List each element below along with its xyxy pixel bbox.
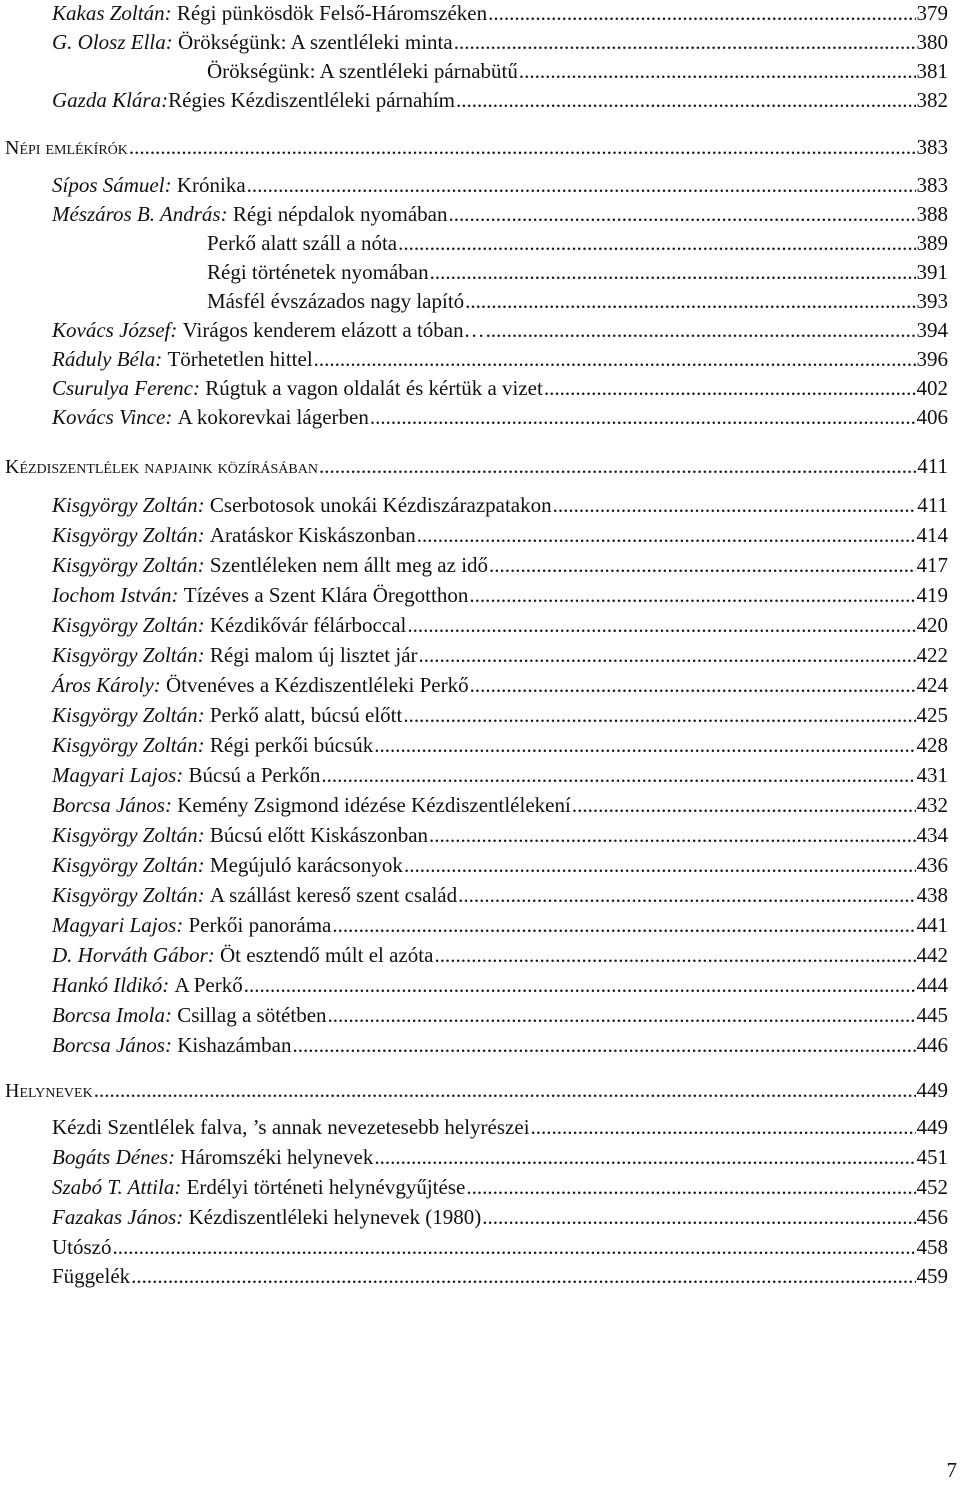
toc-title: Búcsú előtt Kiskászonban bbox=[209, 823, 429, 847]
toc-leader bbox=[486, 317, 916, 343]
toc-title: Búcsú a Perkőn bbox=[188, 763, 321, 787]
toc-author: Kisgyörgy Zoltán: bbox=[52, 823, 205, 847]
toc-page: 388 bbox=[916, 202, 948, 226]
toc-author: Kisgyörgy Zoltán: bbox=[52, 493, 205, 517]
toc-entry bbox=[52, 1234, 948, 1260]
toc-leader bbox=[429, 822, 915, 848]
toc-entry bbox=[52, 762, 948, 788]
toc-author: Kovács Vince: bbox=[52, 405, 173, 429]
toc-author: Kisgyörgy Zoltán: bbox=[52, 613, 205, 637]
toc-entry bbox=[207, 288, 948, 314]
toc-title: Erdélyi történeti helynévgyűjtése bbox=[186, 1175, 466, 1199]
toc-page: 389 bbox=[916, 231, 948, 255]
toc-author: Ráduly Béla: bbox=[52, 347, 163, 371]
toc-title: Tízéves a Szent Klára Öregotthon bbox=[183, 583, 469, 607]
toc-entry bbox=[52, 317, 948, 343]
toc-author: Magyari Lajos: bbox=[52, 763, 184, 787]
toc-leader bbox=[469, 582, 915, 608]
toc-entry bbox=[52, 972, 948, 998]
toc-page: 422 bbox=[916, 643, 948, 667]
toc-entry bbox=[52, 346, 948, 372]
toc-title: Másfél évszázados nagy lapító bbox=[207, 289, 465, 313]
toc-title: Rúgtuk a vagon oldalát és kértük a vizet bbox=[205, 376, 543, 400]
toc-entry bbox=[52, 852, 948, 878]
toc-entry bbox=[52, 172, 948, 198]
toc-author: Csurulya Ferenc: bbox=[52, 376, 200, 400]
toc-entry bbox=[52, 792, 948, 818]
toc-leader bbox=[448, 201, 915, 227]
toc-leader bbox=[465, 288, 915, 314]
toc-page: 441 bbox=[916, 913, 948, 937]
toc-page: 383 bbox=[916, 173, 948, 197]
toc-entry bbox=[52, 672, 948, 698]
toc-page: 451 bbox=[916, 1145, 948, 1169]
toc-leader bbox=[470, 672, 916, 698]
section-title: Kézdiszentlélek napjaink közírásában bbox=[5, 456, 318, 478]
toc-author: Kisgyörgy Zoltán: bbox=[52, 553, 205, 577]
toc-leader bbox=[482, 1204, 915, 1230]
toc-entry bbox=[52, 1174, 948, 1200]
toc-author: Kakas Zoltán: bbox=[52, 1, 172, 25]
toc-page: 382 bbox=[916, 88, 948, 112]
toc-title: Kézdikővár félárboccal bbox=[209, 613, 407, 637]
toc-entry bbox=[52, 642, 948, 668]
toc-leader bbox=[328, 1002, 916, 1028]
toc-page: 402 bbox=[916, 376, 948, 400]
toc-title: Örökségünk: A szentléleki minta bbox=[178, 30, 453, 54]
toc-entry bbox=[52, 612, 948, 638]
toc-title: Régi történetek nyomában bbox=[207, 260, 429, 284]
toc-page: 458 bbox=[916, 1235, 948, 1259]
toc-title: Csillag a sötétben bbox=[177, 1003, 327, 1027]
toc-leader bbox=[454, 29, 916, 55]
toc-title: Törhetetlen hittel bbox=[167, 347, 313, 371]
toc-title: A szállást kereső szent család bbox=[209, 883, 458, 907]
toc-leader bbox=[94, 1077, 916, 1103]
toc-leader bbox=[419, 642, 916, 668]
toc-leader bbox=[430, 259, 916, 285]
toc-page: 391 bbox=[916, 260, 948, 284]
toc-leader bbox=[519, 58, 916, 84]
section-title: Népi emlékírók bbox=[5, 137, 128, 159]
toc-page: 436 bbox=[916, 853, 948, 877]
toc-page: 452 bbox=[916, 1175, 948, 1199]
toc-leader bbox=[553, 492, 917, 518]
toc-title: Régi malom új lisztet jár bbox=[209, 643, 418, 667]
toc-entry bbox=[52, 87, 948, 113]
toc-title: Aratáskor Kiskászonban bbox=[209, 523, 416, 547]
toc-section bbox=[5, 453, 948, 479]
toc-author: Fazakas János: bbox=[52, 1205, 184, 1229]
toc-page: 396 bbox=[916, 347, 948, 371]
toc-entry bbox=[52, 492, 948, 518]
toc-page: 414 bbox=[916, 523, 948, 547]
toc-author: Sípos Sámuel: bbox=[52, 173, 172, 197]
toc-leader bbox=[434, 942, 915, 968]
toc-title: Perkői panoráma bbox=[188, 913, 332, 937]
toc-entry bbox=[52, 522, 948, 548]
toc-leader bbox=[247, 172, 916, 198]
toc-leader bbox=[489, 552, 915, 578]
toc-entry bbox=[52, 1263, 948, 1289]
toc-section bbox=[5, 134, 948, 160]
toc-entry bbox=[52, 201, 948, 227]
toc-title: Krónika bbox=[176, 173, 246, 197]
toc-page: 419 bbox=[916, 583, 948, 607]
toc-entry bbox=[52, 0, 948, 26]
toc-title: Régi pünkösdök Felső-Háromszéken bbox=[176, 1, 488, 25]
toc-leader bbox=[374, 732, 915, 758]
toc-leader bbox=[531, 1114, 916, 1140]
toc-entry bbox=[52, 582, 948, 608]
toc-title: Kézdiszentléleki helynevek (1980) bbox=[188, 1205, 482, 1229]
toc-author: Szabó T. Attila: bbox=[52, 1175, 182, 1199]
toc-page: 383 bbox=[916, 135, 948, 159]
toc-entry bbox=[52, 882, 948, 908]
toc-author: Borcsa Imola: bbox=[52, 1003, 172, 1027]
toc-entry bbox=[52, 912, 948, 938]
toc-title: Perkő alatt, búcsú előtt bbox=[209, 703, 403, 727]
toc-page: 425 bbox=[916, 703, 948, 727]
toc-author: Bogáts Dénes: bbox=[52, 1145, 176, 1169]
toc-leader bbox=[572, 792, 916, 818]
toc-author: Kisgyörgy Zoltán: bbox=[52, 853, 205, 877]
toc-page: 432 bbox=[916, 793, 948, 817]
toc-leader bbox=[374, 1144, 915, 1170]
toc-entry bbox=[52, 942, 948, 968]
toc-page: 456 bbox=[916, 1205, 948, 1229]
toc-leader bbox=[407, 612, 915, 638]
toc-entry bbox=[52, 1144, 948, 1170]
toc-leader bbox=[466, 1174, 915, 1200]
toc-leader bbox=[321, 762, 915, 788]
toc-page: 444 bbox=[916, 973, 948, 997]
toc-entry bbox=[52, 375, 948, 401]
toc-leader bbox=[370, 404, 916, 430]
toc-page: 445 bbox=[916, 1003, 948, 1027]
toc-leader bbox=[131, 1263, 915, 1289]
toc-leader bbox=[293, 1032, 916, 1058]
toc-title: Örökségünk: A szentléleki párnabütű bbox=[207, 59, 518, 83]
toc-leader bbox=[113, 1234, 916, 1260]
toc-author: Mészáros B. András: bbox=[52, 202, 228, 226]
toc-page: 434 bbox=[916, 823, 948, 847]
toc-title: Régi népdalok nyomában bbox=[232, 202, 448, 226]
toc-title: Háromszéki helynevek bbox=[180, 1145, 374, 1169]
page-number: 7 bbox=[946, 1458, 957, 1482]
toc-page: 446 bbox=[916, 1033, 948, 1057]
toc-page: 380 bbox=[916, 30, 948, 54]
toc-page: 449 bbox=[916, 1078, 948, 1102]
toc-author: Kisgyörgy Zoltán: bbox=[52, 733, 205, 757]
toc-author: Borcsa János: bbox=[52, 793, 172, 817]
toc-entry bbox=[52, 822, 948, 848]
toc-author: Gazda Klára: bbox=[52, 88, 169, 112]
toc-leader bbox=[314, 346, 916, 372]
toc-entry bbox=[52, 1114, 948, 1140]
toc-page: 394 bbox=[916, 318, 948, 342]
toc-title: Kemény Zsigmond idézése Kézdiszentlélekení bbox=[177, 793, 571, 817]
toc-page: 442 bbox=[916, 943, 948, 967]
section-title: Helynevek bbox=[5, 1080, 93, 1102]
toc-leader bbox=[403, 702, 915, 728]
toc-leader bbox=[404, 852, 916, 878]
toc-entry bbox=[52, 1002, 948, 1028]
toc-title: A kokorevkai lágerben bbox=[177, 405, 369, 429]
toc-entry bbox=[52, 552, 948, 578]
toc-title: Régi perkői búcsúk bbox=[209, 733, 374, 757]
toc-author: Kisgyörgy Zoltán: bbox=[52, 523, 205, 547]
toc-title: Öt esztendő múlt el azóta bbox=[220, 943, 434, 967]
toc-leader bbox=[398, 230, 915, 256]
toc-leader bbox=[319, 453, 916, 479]
toc-leader bbox=[544, 375, 916, 401]
toc-page: 411 bbox=[917, 493, 948, 517]
toc-leader bbox=[332, 912, 915, 938]
toc-page: 406 bbox=[916, 405, 948, 429]
toc-entry bbox=[52, 1204, 948, 1230]
toc-page: 424 bbox=[916, 673, 948, 697]
toc-section bbox=[5, 1077, 948, 1103]
toc-author: Hankó Ildikó: bbox=[52, 973, 170, 997]
toc-leader bbox=[417, 522, 916, 548]
toc-page: 420 bbox=[916, 613, 948, 637]
toc-title: Ötvenéves a Kézdiszentléleki Perkő bbox=[165, 673, 469, 697]
toc-page: 411 bbox=[917, 454, 948, 478]
toc-title: Régies Kézdiszentléleki párnahím bbox=[168, 88, 456, 112]
toc-author: Magyari Lajos: bbox=[52, 913, 184, 937]
toc-entry bbox=[52, 702, 948, 728]
toc-title: Kishazámban bbox=[177, 1033, 292, 1057]
toc-title: Megújuló karácsonyok bbox=[209, 853, 403, 877]
toc-page: 449 bbox=[916, 1115, 948, 1139]
toc-leader bbox=[244, 972, 916, 998]
toc-author: D. Horváth Gábor: bbox=[52, 943, 215, 967]
toc-author: Kisgyörgy Zoltán: bbox=[52, 703, 205, 727]
toc-page: 393 bbox=[916, 289, 948, 313]
toc-author: Borcsa János: bbox=[52, 1033, 172, 1057]
toc-leader bbox=[129, 134, 916, 160]
toc-entry bbox=[52, 404, 948, 430]
toc-author: Kovács József: bbox=[52, 318, 178, 342]
toc-title: Kézdi Szentlélek falva, ’s annak nevezetesebb helyrészei bbox=[52, 1115, 530, 1139]
toc-leader bbox=[456, 87, 915, 113]
toc-page: 459 bbox=[916, 1264, 948, 1288]
toc-author: Kisgyörgy Zoltán: bbox=[52, 643, 205, 667]
toc-page: 417 bbox=[916, 553, 948, 577]
toc-entry bbox=[52, 1032, 948, 1058]
toc-title: Cserbotosok unokái Kézdiszárazpatakon bbox=[209, 493, 552, 517]
toc-title: Virágos kenderem elázott a tóban… bbox=[182, 318, 485, 342]
toc-page: 381 bbox=[916, 59, 948, 83]
toc-author: Kisgyörgy Zoltán: bbox=[52, 883, 205, 907]
toc-page: 428 bbox=[916, 733, 948, 757]
toc-page: 438 bbox=[916, 883, 948, 907]
toc-author: Iochom István: bbox=[52, 583, 179, 607]
toc-page: 379 bbox=[916, 1, 948, 25]
toc-entry bbox=[52, 29, 948, 55]
toc-entry bbox=[207, 259, 948, 285]
toc-title: Szentléleken nem állt meg az idő bbox=[209, 553, 489, 577]
toc-title: Perkő alatt száll a nóta bbox=[207, 231, 398, 255]
toc-entry bbox=[52, 732, 948, 758]
toc-page: 431 bbox=[916, 763, 948, 787]
toc-entry bbox=[207, 58, 948, 84]
toc-entry bbox=[207, 230, 948, 256]
toc-author: G. Olosz Ella: bbox=[52, 30, 173, 54]
toc-leader bbox=[458, 882, 915, 908]
toc-title: Utószó bbox=[52, 1235, 112, 1259]
toc-title: A Perkő bbox=[174, 973, 243, 997]
toc-title: Függelék bbox=[52, 1264, 131, 1288]
toc-author: Áros Károly: bbox=[52, 673, 161, 697]
toc-leader bbox=[488, 0, 915, 26]
